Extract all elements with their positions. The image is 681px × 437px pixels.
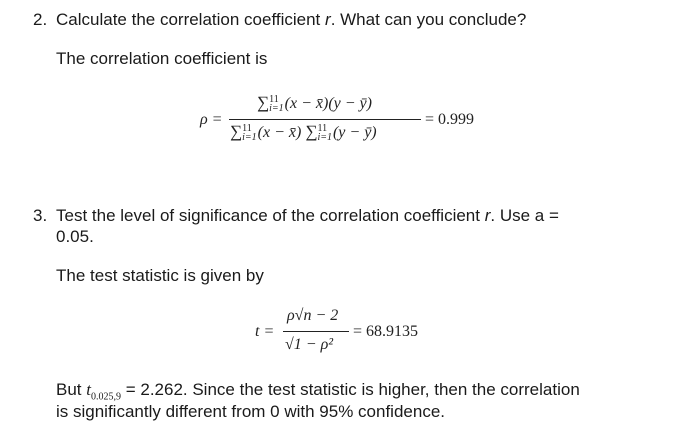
item3-answer-intro: The test statistic is given by <box>56 266 264 285</box>
item2-question-var: r <box>325 10 331 29</box>
den-sum1-lower: i=1 <box>242 132 257 144</box>
item2-question-pre: Calculate the correlation coefficient <box>56 10 326 29</box>
rho-result: = 0.999 <box>425 111 475 128</box>
rho-denominator: ∑ 11 i=1 (x − x̄) ∑ 11 i=1 (y − ȳ) <box>230 122 377 144</box>
t-result: = 68.9135 <box>353 323 419 340</box>
den-sum1-upper: 11 <box>242 123 252 135</box>
den-sum2-upper: 11 <box>317 123 328 135</box>
item2-question <box>56 10 526 30</box>
item2-answer-intro: The correlation coefficient is <box>56 49 268 68</box>
t-numerator: ρ√n − 2 <box>287 307 339 324</box>
conclusion-prefix: But <box>56 380 87 399</box>
rho-lhs: ρ = <box>200 111 223 128</box>
item3-question-line2: 0.05. <box>56 227 94 246</box>
conclusion-sub: 0.025,9 <box>90 391 121 403</box>
den-expr1: (x − x̄) <box>257 124 302 141</box>
num-sum-lower: i=1 <box>269 103 284 115</box>
rho-numerator: ∑ 11 i=1 (x − x̄)(y − ȳ) <box>257 93 372 115</box>
item3-question-post: . Use a = <box>490 206 559 225</box>
item3-question-var: r <box>484 206 491 225</box>
t-lhs: t = <box>255 323 275 340</box>
item2-question-post: . What can you conclude? <box>330 10 527 29</box>
item2-number: 2. <box>33 10 48 29</box>
conclusion-value: = 2.262. Since the test statistic is higher, then the correlation <box>120 380 580 399</box>
item3-number: 3. <box>33 206 48 225</box>
den-expr2: (y − ȳ) <box>332 124 377 141</box>
conclusion-t: t <box>86 380 91 399</box>
t-denominator: √1 − ρ² <box>285 336 334 353</box>
num-sum-upper: 11 <box>269 94 279 106</box>
den-sum2-lower: i=1 <box>317 132 332 144</box>
t-fraction-bar <box>283 331 349 332</box>
rho-fraction-bar <box>229 119 421 120</box>
num-expr: (x − x̄)(y − ȳ) <box>284 95 372 112</box>
item3-question <box>56 206 559 226</box>
conclusion-line2: is significantly different from 0 with 95% confidence. <box>56 402 445 421</box>
conclusion-line1 <box>56 380 580 402</box>
item3-question-pre: Test the level of significance of the correlation coefficient <box>56 206 485 225</box>
